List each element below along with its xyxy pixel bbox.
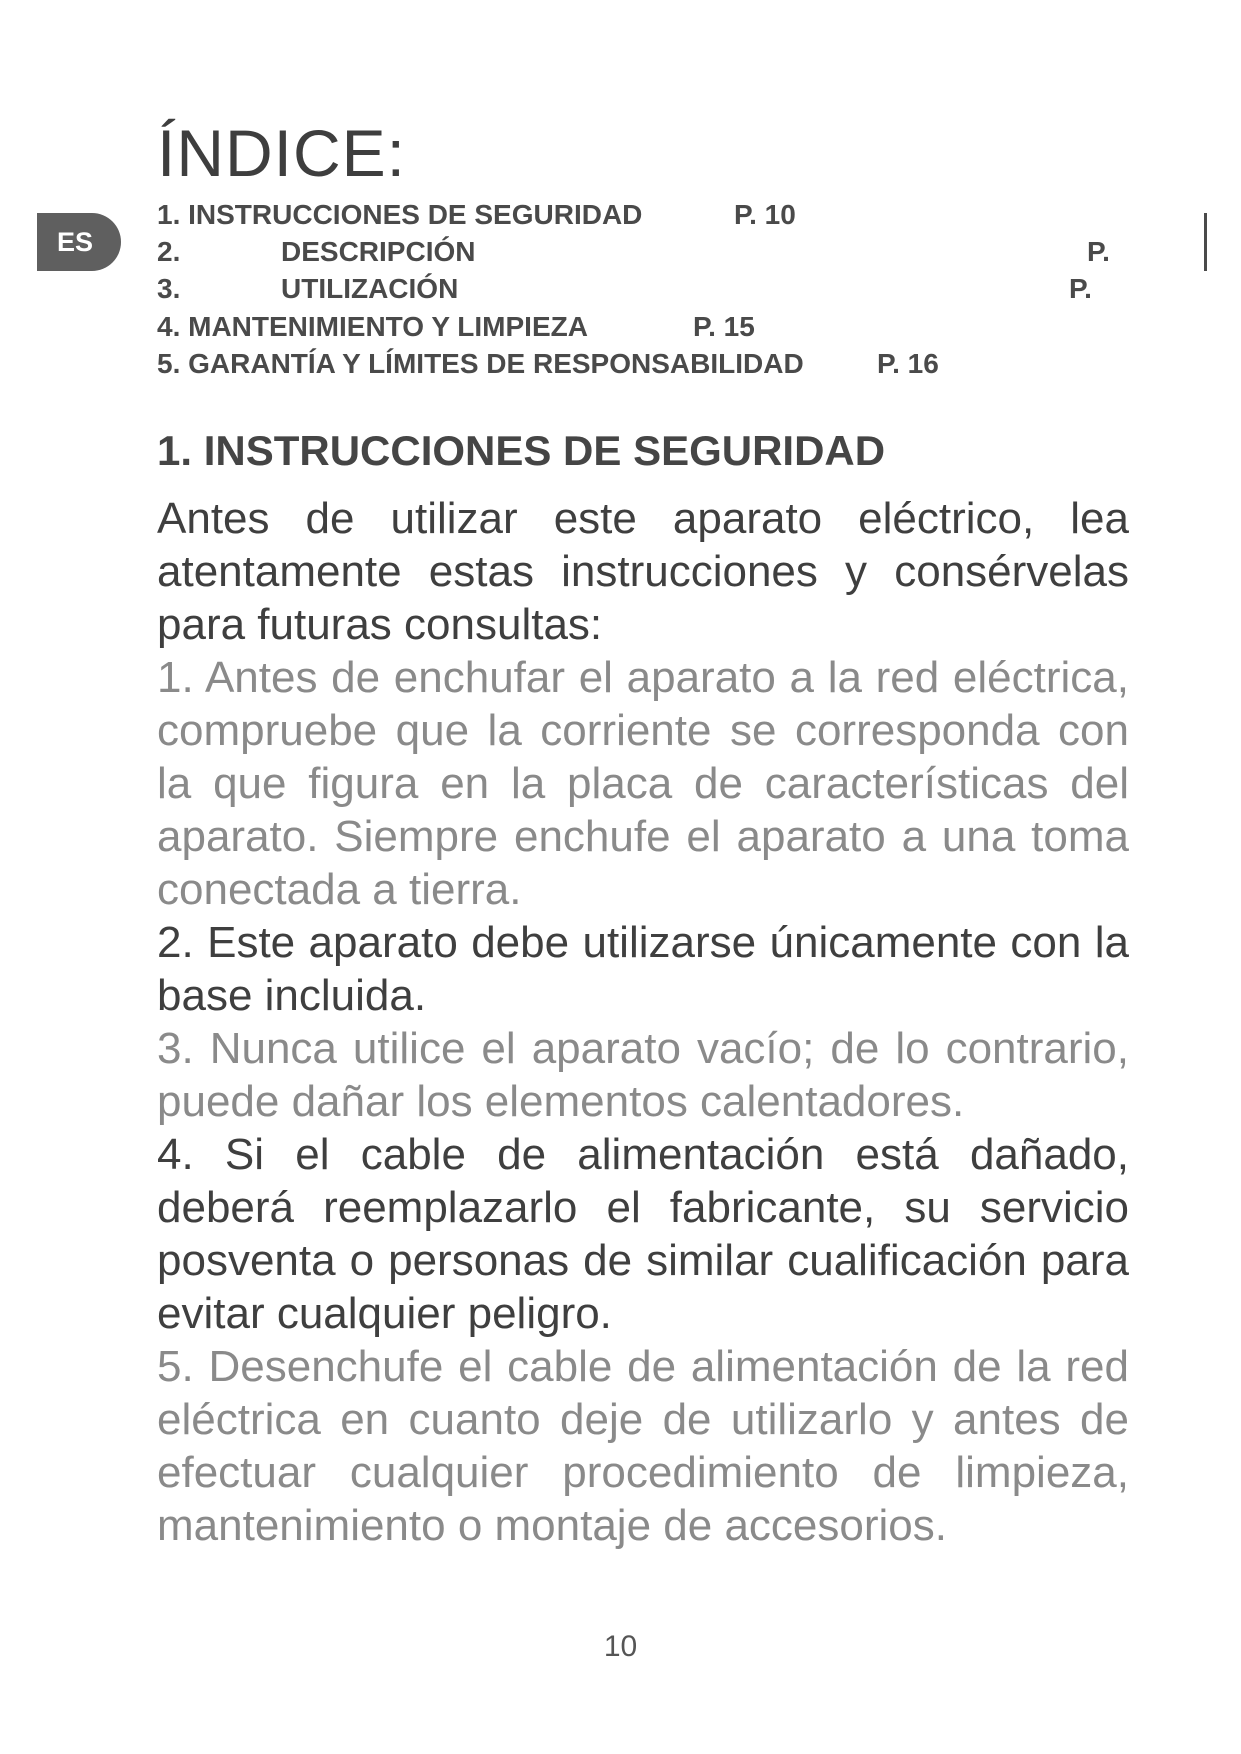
- index-title: ÍNDICE:: [157, 116, 407, 190]
- toc-entry-number: 3.: [157, 273, 181, 304]
- instruction-item: 4. Si el cable de alimentación está dañado, deberá reemplazarlo el fabricante, su servicio posventa o personas de similar cualificación para evitar cualquier peligro.: [157, 1130, 1129, 1338]
- intro-paragraph: Antes de utilizar este aparato eléctrico, lea atentamente estas instrucciones y consérvelas para futuras consultas:: [157, 494, 1129, 649]
- toc-entry-label: 4. MANTENIMIENTO Y LIMPIEZA: [157, 311, 588, 342]
- instruction-item: 1. Antes de enchufar el aparato a la red eléctrica, compruebe que la corriente se corresponda con la que figura en la placa de características del aparato. Siempre enchufe el aparato a una toma conectada a tierra.: [157, 653, 1129, 914]
- toc-entry-label: UTILIZACIÓN: [281, 273, 459, 304]
- toc-entry-page: P. 16: [877, 348, 939, 379]
- page-edge-marker: [1204, 213, 1207, 271]
- instruction-item: 2. Este aparato debe utilizarse únicamente con la base incluida.: [157, 918, 1129, 1020]
- toc-entry-label: 1. INSTRUCCIONES DE SEGURIDAD: [157, 199, 643, 230]
- page-number: 10: [603, 1630, 638, 1663]
- language-tab: ES: [37, 213, 121, 271]
- instruction-item: 3. Nunca utilice el aparato vacío; de lo contrario, puede dañar los elementos calentadores.: [157, 1024, 1129, 1126]
- toc-entry-label: DESCRIPCIÓN: [281, 236, 476, 267]
- toc-entry-page: P. 15: [693, 311, 755, 342]
- instruction-item: 5. Desenchufe el cable de alimentación de la red eléctrica en cuanto deje de utilizarlo y antes de efectuar cualquier procedimiento de limpieza, mantenimiento o montaje de accesorios.: [157, 1342, 1129, 1550]
- section-heading: 1. INSTRUCCIONES DE SEGURIDAD: [157, 427, 886, 474]
- toc-entry-label: 5. GARANTÍA Y LÍMITES DE RESPONSABILIDAD: [157, 348, 804, 379]
- toc-entry-page: P.: [1087, 236, 1110, 267]
- toc-entry-page: P.: [1069, 273, 1092, 304]
- toc-entry-number: 2.: [157, 236, 181, 267]
- toc-entry-page: P. 10: [734, 199, 796, 230]
- safety-instructions: [157, 492, 1129, 1552]
